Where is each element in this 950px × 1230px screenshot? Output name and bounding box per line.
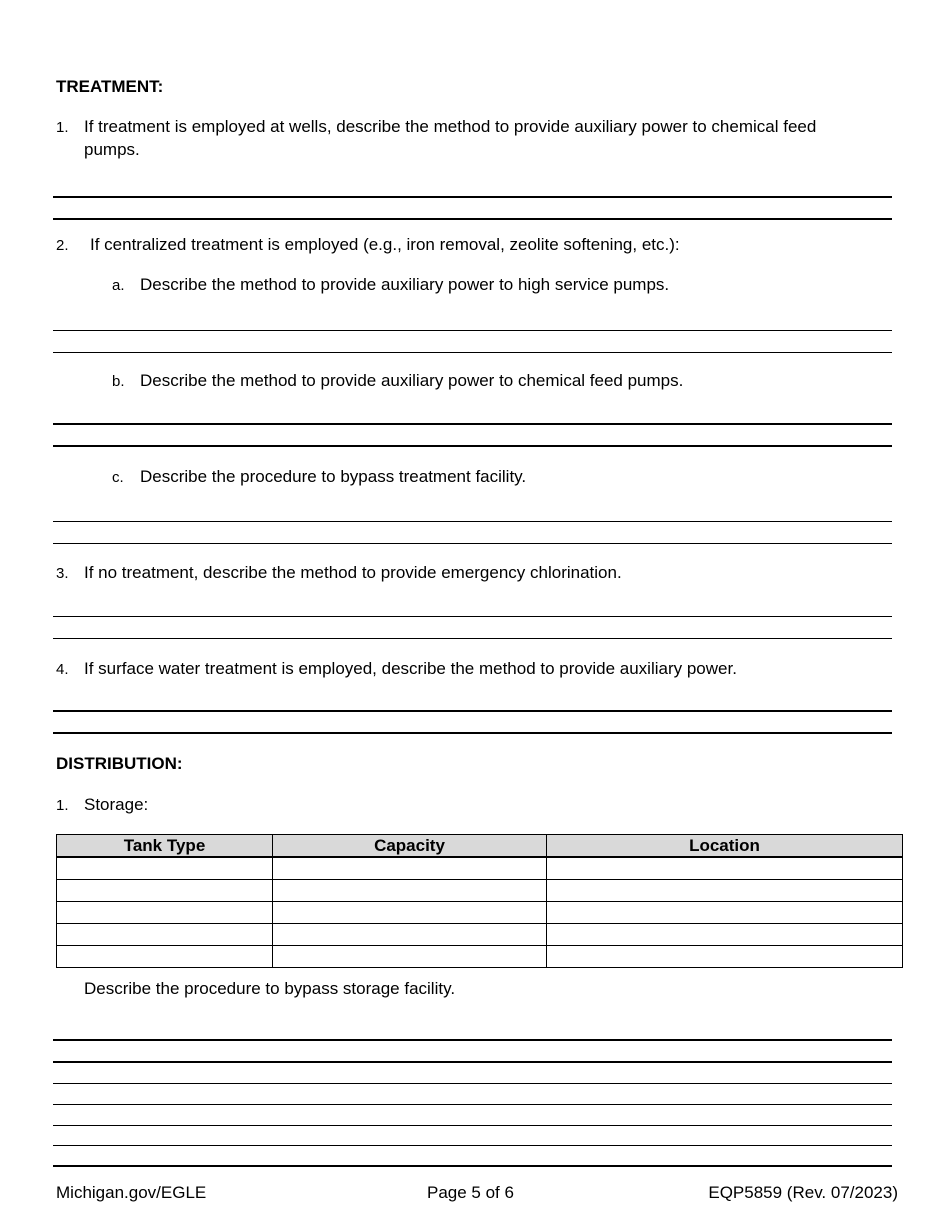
answer-line[interactable]	[53, 616, 892, 617]
answer-line[interactable]	[53, 1104, 892, 1105]
table-cell[interactable]	[547, 946, 903, 968]
question-text: Storage:	[84, 795, 149, 814]
answer-line[interactable]	[53, 1125, 892, 1126]
question-number: 2.	[56, 237, 69, 254]
subquestion-text: Describe the method to provide auxiliary power to high service pumps.	[140, 275, 670, 294]
answer-line[interactable]	[53, 543, 892, 544]
answer-line[interactable]	[53, 352, 892, 353]
question-text: If no treatment, describe the method to provide emergency chlorination.	[84, 563, 622, 582]
answer-line[interactable]	[53, 445, 892, 447]
subquestion-letter: b.	[112, 373, 125, 390]
answer-line[interactable]	[53, 330, 892, 331]
question-number: 1.	[56, 797, 69, 814]
table-cell[interactable]	[547, 924, 903, 946]
table-row	[57, 880, 903, 902]
answer-line[interactable]	[53, 423, 892, 425]
bypass-prompt: Describe the procedure to bypass storage facility.	[84, 979, 456, 998]
subquestion-letter: a.	[112, 277, 125, 294]
question-text: If treatment is employed at wells, describe the method to provide auxiliary power to chemical feed	[84, 117, 817, 136]
answer-line[interactable]	[53, 1061, 892, 1063]
storage-table	[56, 834, 903, 968]
table-cell[interactable]	[57, 946, 273, 968]
column-header-tank-type: Tank Type	[57, 835, 273, 858]
table-cell[interactable]	[273, 924, 547, 946]
answer-line[interactable]	[53, 521, 892, 522]
answer-line[interactable]	[53, 710, 892, 712]
question-text: If surface water treatment is employed, describe the method to provide auxiliary power.	[84, 659, 737, 678]
table-cell[interactable]	[273, 857, 547, 880]
table-header-row	[57, 835, 903, 858]
table-row	[57, 946, 903, 968]
question-text: If centralized treatment is employed (e.g., iron removal, zeolite softening, etc.):	[90, 235, 680, 254]
footer-website: Michigan.gov/EGLE	[56, 1183, 207, 1202]
subquestion-letter: c.	[112, 469, 124, 486]
distribution-heading: DISTRIBUTION:	[56, 754, 183, 773]
answer-line[interactable]	[53, 218, 892, 220]
answer-line[interactable]	[53, 732, 892, 734]
subquestion-text: Describe the method to provide auxiliary power to chemical feed pumps.	[140, 371, 684, 390]
table-row	[57, 924, 903, 946]
table-cell[interactable]	[273, 880, 547, 902]
answer-line[interactable]	[53, 1039, 892, 1041]
table-cell[interactable]	[547, 857, 903, 880]
treatment-heading: TREATMENT:	[56, 77, 164, 96]
footer-page-number: Page 5 of 6	[427, 1183, 514, 1202]
question-text-continued: pumps.	[84, 140, 140, 159]
subquestion-text: Describe the procedure to bypass treatment facility.	[140, 467, 527, 486]
table-cell[interactable]	[547, 880, 903, 902]
answer-line[interactable]	[53, 1083, 892, 1084]
table-cell[interactable]	[547, 902, 903, 924]
table-cell[interactable]	[57, 924, 273, 946]
table-row	[57, 857, 903, 880]
table-cell[interactable]	[273, 946, 547, 968]
table-cell[interactable]	[57, 902, 273, 924]
answer-line[interactable]	[53, 1145, 892, 1146]
column-header-capacity: Capacity	[273, 835, 547, 858]
question-number: 3.	[56, 565, 69, 582]
answer-line[interactable]	[53, 196, 892, 198]
column-header-location: Location	[547, 835, 903, 858]
table-cell[interactable]	[57, 880, 273, 902]
answer-line[interactable]	[53, 638, 892, 639]
footer-form-id: EQP5859 (Rev. 07/2023)	[708, 1183, 898, 1202]
answer-line[interactable]	[53, 1165, 892, 1167]
question-number: 4.	[56, 661, 69, 678]
table-cell[interactable]	[273, 902, 547, 924]
table-row	[57, 902, 903, 924]
table-cell[interactable]	[57, 857, 273, 880]
question-number: 1.	[56, 119, 69, 136]
